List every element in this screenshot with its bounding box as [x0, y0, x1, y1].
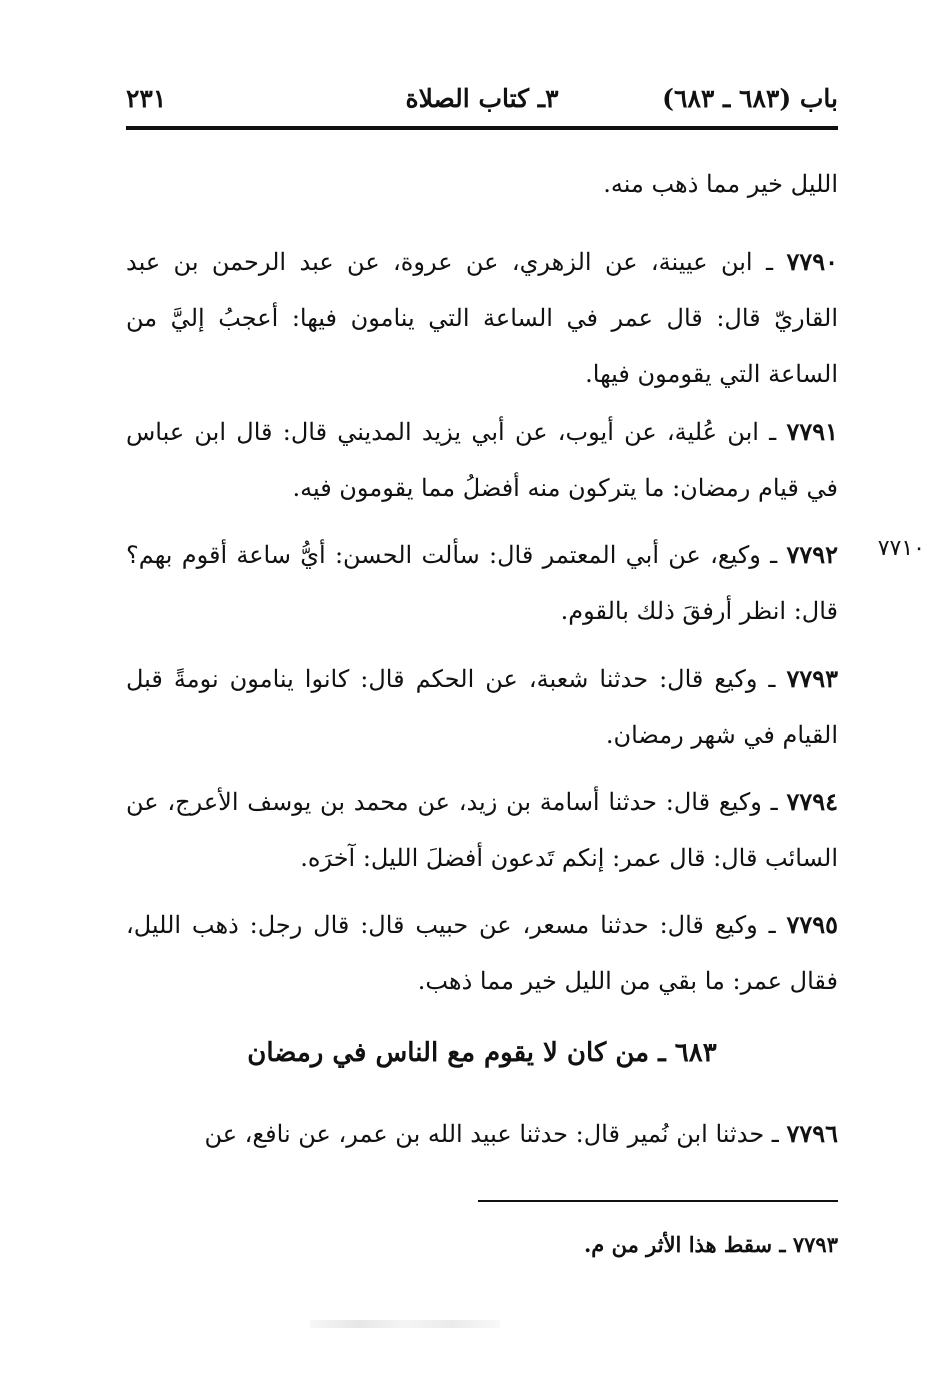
- footnote-rule: [478, 1200, 838, 1202]
- hadith-7796: [126, 1106, 838, 1162]
- paragraph-text: الليل خير مما ذهب منه.: [603, 170, 838, 198]
- hadith-text: ـ وكيع، عن أبي المعتمر قال: سألت الحسن: أيُّ ساعة أقوم بهم؟ قال: انظر أرفقَ ذلك بالقوم.: [126, 541, 838, 625]
- hadith-7793: [126, 651, 838, 763]
- hadith-number: ٧٧٩٣: [786, 664, 838, 693]
- hadith-number: ٧٧٩٠: [786, 247, 838, 276]
- book-title: ٣ـ كتاب الصلاة: [405, 84, 559, 113]
- hadith-number: ٧٧٩٢: [786, 540, 838, 569]
- hadith-text: ـ حدثنا ابن نُمير قال: حدثنا عبيد الله بن عمر، عن نافع، عن: [204, 1120, 787, 1148]
- section-heading: ٦٨٣ ـ من كان لا يقوم مع الناس في رمضان: [247, 1038, 717, 1068]
- hadith-number: ٧٧٩١: [786, 417, 838, 446]
- hadith-7794: [126, 774, 838, 886]
- hadith-7790: [126, 234, 838, 402]
- page-number: ٢٣١: [126, 84, 167, 113]
- paragraph-continuation: [126, 156, 838, 212]
- chapter-range: باب (٦٨٣ ـ ٦٨٣): [662, 84, 838, 113]
- hadith-number: ٧٧٩٤: [786, 787, 838, 816]
- margin-reference-number: ٧٧١٠: [877, 536, 925, 561]
- hadith-number: ٧٧٩٥: [786, 910, 838, 939]
- hadith-7795: [126, 897, 838, 1009]
- hadith-text: ـ وكيع قال: حدثنا شعبة، عن الحكم قال: كانوا ينامون نومةً قبل القيام في شهر رمضان.: [126, 665, 838, 749]
- hadith-7792: [126, 527, 838, 639]
- hadith-text: ـ وكيع قال: حدثنا أسامة بن زيد، عن محمد بن يوسف الأعرج، عن السائب قال: قال عمر: إنكم تَدعون أفضلَ الليل: آخرَه.: [126, 788, 838, 872]
- hadith-text: ـ ابن عيينة، عن الزهري، عن عروة، عن عبد الرحمن بن عبد القاريّ قال: قال عمر في الساعة التي ينامون فيها: أعجبُ إليَّ من الساعة التي يقومون فيها.: [126, 248, 838, 388]
- hadith-7791: [126, 404, 838, 516]
- scan-smudge: [310, 1320, 500, 1328]
- hadith-text: ـ وكيع قال: حدثنا مسعر، عن حبيب قال: قال رجل: ذهب الليل، فقال عمر: ما بقي من الليل خير مما ذهب.: [126, 911, 838, 995]
- footnote: ٧٧٩٣ ـ سقط هذا الأثر من م.: [583, 1232, 838, 1257]
- running-header: [126, 84, 838, 124]
- hadith-text: ـ ابن عُلية، عن أيوب، عن أبي يزيد المديني قال: قال ابن عباس في قيام رمضان: ما يتركون منه أفضلُ مما يقومون فيه.: [126, 418, 838, 502]
- header-rule: [126, 126, 838, 130]
- hadith-number: ٧٧٩٦: [786, 1119, 838, 1148]
